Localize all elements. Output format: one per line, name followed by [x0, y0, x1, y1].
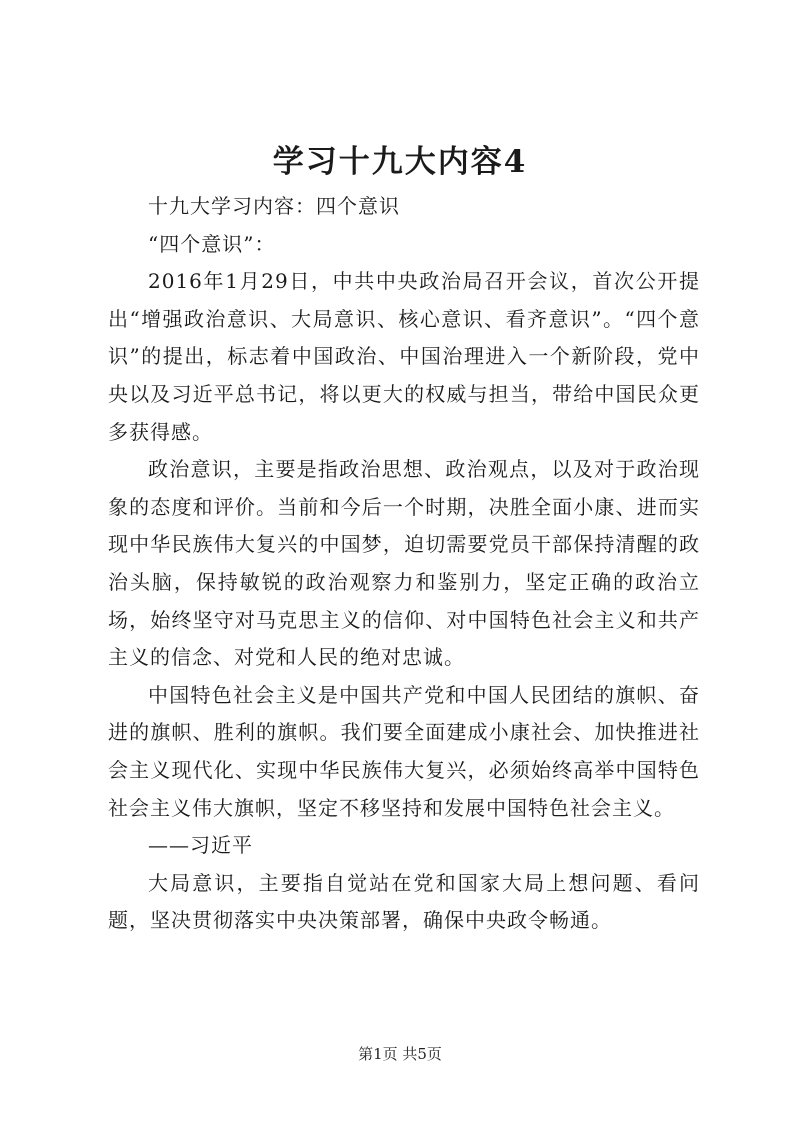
document-body — [108, 188, 700, 940]
quote-attribution: ——习近平 — [148, 833, 253, 858]
paragraph-subtitle: 十九大学习内容：四个意识 — [148, 194, 400, 218]
paragraph-heading-four-consciousness: “四个意识”： — [148, 231, 276, 256]
paragraph-overall-consciousness: 大局意识，主要指自觉站在党和国家大局上想问题、看问题，坚决贯彻落实中央决策部署，确保中央政令畅通。 — [108, 870, 700, 933]
paragraph-political-consciousness: 政治意识，主要是指政治思想、政治观点，以及对于政治现象的态度和评价。当前和今后一个时期，决胜全面小康、进而实现中华民族伟大复兴的中国梦，迫切需要党员干部保持清醒的政治头脑，保持敏锐的政治观察力和鉴别力，坚定正确的政治立场，始终坚守对马克思主义的信仰、对中国特色社会主义和共产主义的信念、对党和人民的绝对忠诚。 — [108, 457, 700, 670]
page-number-footer: 第1页 共5页 — [358, 1045, 442, 1063]
paragraph-socialism-quote: 中国特色社会主义是中国共产党和中国人民团结的旗帜、奋进的旗帜、胜利的旗帜。我们要全面建成小康社会、加快推进社会主义现代化、实现中华民族伟大复兴，必须始终高举中国特色社会主义伟大旗帜，坚定不移坚持和发展中国特色社会主义。 — [108, 682, 700, 820]
paragraph-meeting-2016: 2016年1月29日，中共中央政治局召开会议，首次公开提出“增强政治意识、大局意识、核心意识、看齐意识”。“四个意识”的提出，标志着中国政治、中国治理进入一个新阶段，党中央以及习近平总书记，将以更大的权威与担当，带给中国民众更多获得感。 — [108, 269, 700, 444]
document-title: 学习十九大内容4 — [272, 144, 528, 180]
